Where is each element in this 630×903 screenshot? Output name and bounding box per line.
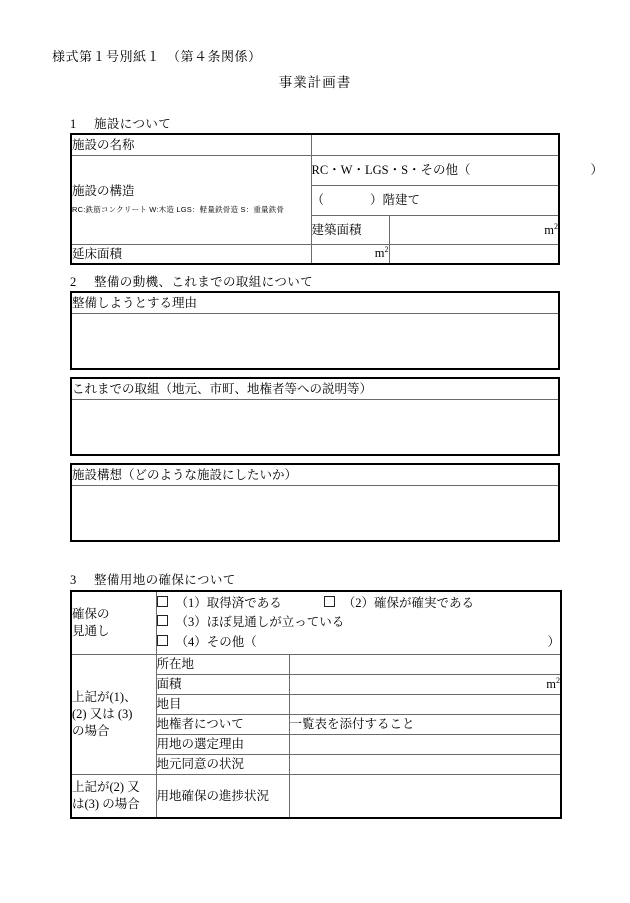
land-category-label: 地目 (156, 695, 289, 715)
area-value-cell[interactable] (289, 675, 561, 695)
checkbox-row-3 (157, 613, 561, 632)
section-1-heading (70, 114, 171, 132)
checkbox-2-box[interactable] (324, 596, 335, 607)
total-floor-area-label: 延床面積 (71, 245, 311, 265)
table-row-location (71, 655, 561, 675)
facility-name-label: 施設の名称 (71, 134, 311, 156)
section-1-number: 1 (70, 117, 77, 131)
checkbox-2-label[interactable]: （2）確保が確実である (342, 595, 475, 610)
case23-label-line1: 上記が(2) 又 (72, 780, 140, 795)
landowner-label: 地権者について (156, 715, 289, 735)
facility-structure-note: RC:鉄筋コンクリート W:木造 LGS：軽量鉄骨造 S：重量鉄骨 (72, 204, 285, 214)
local-consent-value[interactable] (289, 755, 561, 775)
past-efforts-value[interactable] (71, 400, 559, 456)
prospect-label-cell (71, 591, 156, 655)
land-category-value[interactable] (289, 695, 561, 715)
structure-options-close: ） (590, 163, 604, 178)
landowner-value[interactable]: 一覧表を添付すること (289, 715, 561, 735)
selection-reason-value[interactable] (289, 735, 561, 755)
total-floor-area-unit: m (374, 246, 385, 261)
document-title: 事業計画書 (278, 75, 352, 90)
facility-name-value[interactable] (311, 134, 559, 156)
facility-structure-label-cell (71, 156, 311, 245)
prospect-label-line2: 見通し (72, 624, 110, 638)
floors-open-paren: （ (311, 193, 325, 208)
table-row-facility-name (71, 134, 559, 156)
facility-concept-table (70, 463, 560, 542)
reason-value[interactable] (71, 314, 559, 370)
section-3-title: 整備用地の確保について (94, 573, 236, 587)
prospect-options-cell (156, 591, 561, 655)
facility-table (70, 133, 604, 265)
table-row-past-efforts-value (71, 400, 559, 456)
building-area-unit: m (544, 222, 554, 237)
facility-concept-label: 施設構想（どのような施設にしたいか） (71, 464, 559, 486)
section-2-heading (70, 272, 313, 290)
building-area-value-cell[interactable] (389, 216, 559, 245)
floors-close-label: ）階建て (370, 193, 421, 208)
table-row-facility-structure (71, 156, 559, 186)
total-floor-area-value-cell[interactable] (311, 245, 389, 265)
checkbox-row-4 (157, 633, 561, 652)
past-efforts-label: これまでの取組（地元、市町、地権者等への説明等） (71, 378, 559, 400)
checkbox-3-label[interactable]: （3）ほぼ見通しが立っている (175, 615, 345, 630)
table-row-total-floor-area (71, 245, 559, 265)
case123-label-cell (71, 655, 156, 775)
case23-label-cell (71, 775, 156, 819)
location-label: 所在地 (156, 655, 289, 675)
prospect-label-line1: 確保の (72, 607, 110, 622)
local-consent-label: 地元同意の状況 (156, 755, 289, 775)
land-securing-table (70, 590, 562, 819)
table-row-facility-concept-label (71, 464, 559, 486)
floors-row[interactable] (311, 186, 559, 216)
case123-label-line3: の場合 (72, 723, 110, 738)
form-id-label: 様式第１号別紙１ （第４条関係） (52, 49, 262, 64)
area-unit: m (546, 677, 556, 692)
total-floor-area-unit-sup: 2 (384, 245, 389, 255)
checkbox-1-box[interactable] (157, 596, 168, 607)
area-unit-sup: 2 (556, 675, 560, 685)
progress-label: 用地確保の進捗状況 (156, 775, 289, 819)
area-label: 面積 (156, 675, 289, 695)
selection-reason-label: 用地の選定理由 (156, 735, 289, 755)
facility-structure-label: 施設の構造 (72, 184, 135, 199)
table-row-progress (71, 775, 561, 819)
table-row-prospect (71, 591, 561, 655)
section-3-number: 3 (70, 573, 77, 587)
case23-label-line2: は(3) の場合 (72, 797, 140, 811)
past-efforts-table (70, 377, 560, 456)
location-value[interactable] (289, 655, 561, 675)
checkbox-4-box[interactable] (157, 635, 168, 646)
reason-table (70, 291, 560, 370)
building-area-unit-sup: 2 (554, 221, 558, 231)
table-row-past-efforts-label (71, 378, 559, 400)
section-2-number: 2 (70, 275, 77, 289)
table-row-reason-label (71, 292, 559, 314)
case123-label-line2: (2) 又は (3) (72, 707, 133, 722)
section-1-title: 施設について (94, 117, 172, 131)
table-row-reason-value (71, 314, 559, 370)
reason-label: 整備しようとする理由 (71, 292, 559, 314)
facility-concept-value[interactable] (71, 486, 559, 542)
checkbox-row-1 (157, 594, 561, 613)
progress-value[interactable] (289, 775, 561, 819)
section-2-title: 整備の動機、これまでの取組について (94, 275, 314, 289)
table-row-facility-concept-value (71, 486, 559, 542)
structure-options-row[interactable] (311, 156, 604, 186)
case123-label-line1: 上記が(1)、 (72, 690, 137, 705)
checkbox-4-label[interactable]: （4）その他（ (175, 634, 257, 649)
checkbox-1-label[interactable]: （1）取得済である (175, 595, 282, 610)
section-3-heading (70, 570, 236, 588)
checkbox-4-close: ） (547, 634, 560, 649)
building-area-label: 建築面積 (311, 216, 389, 245)
checkbox-3-box[interactable] (157, 615, 168, 626)
structure-options-label: RC・W・LGS・S・その他（ (311, 163, 471, 178)
